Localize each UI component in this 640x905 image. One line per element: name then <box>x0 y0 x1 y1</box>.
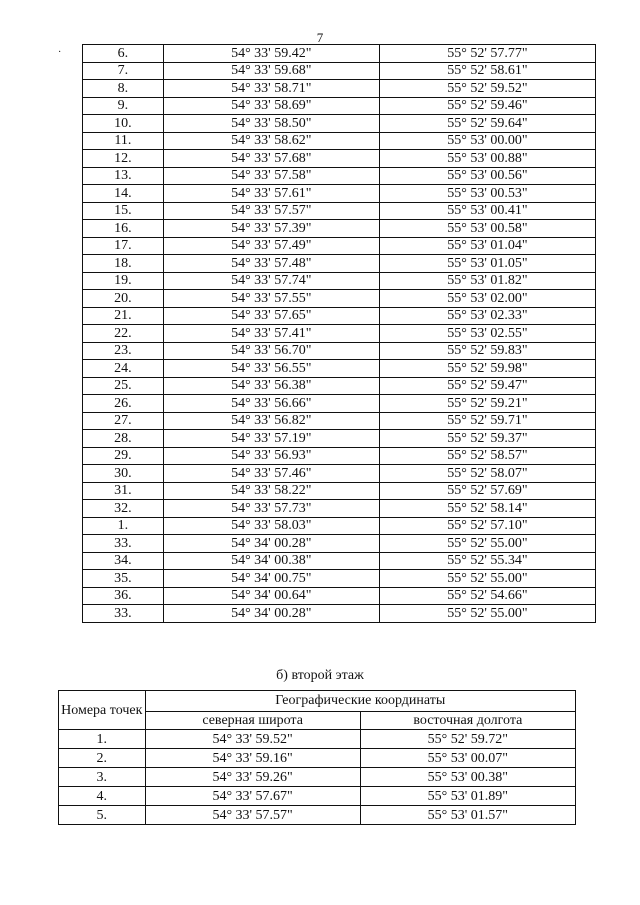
latitude-cell: 54° 33' 57.73" <box>163 500 379 518</box>
longitude-cell: 55° 53' 00.53" <box>379 185 595 203</box>
longitude-cell: 55° 52' 59.47" <box>379 377 595 395</box>
longitude-cell: 55° 52' 59.64" <box>379 115 595 133</box>
latitude-cell: 54° 34' 00.64" <box>163 587 379 605</box>
point-number-cell: 4. <box>59 787 146 806</box>
table-row <box>83 150 596 168</box>
longitude-cell: 55° 52' 59.98" <box>379 360 595 378</box>
stage2-table-header <box>59 691 576 730</box>
latitude-cell: 54° 33' 57.65" <box>163 307 379 325</box>
point-number-cell: 8. <box>83 80 164 98</box>
longitude-cell: 55° 53' 00.07" <box>360 749 575 768</box>
point-number-cell: 10. <box>83 115 164 133</box>
table-row <box>59 806 576 825</box>
longitude-cell: 55° 52' 59.46" <box>379 97 595 115</box>
point-number-cell: 15. <box>83 202 164 220</box>
longitude-cell: 55° 53' 00.38" <box>360 768 575 787</box>
table-row <box>83 377 596 395</box>
latitude-cell: 54° 33' 57.55" <box>163 290 379 308</box>
table-row <box>59 749 576 768</box>
header-row <box>59 691 576 712</box>
table-row <box>83 185 596 203</box>
table-row <box>83 97 596 115</box>
latitude-cell: 54° 33' 58.22" <box>163 482 379 500</box>
longitude-cell: 55° 53' 01.04" <box>379 237 595 255</box>
latitude-cell: 54° 33' 57.74" <box>163 272 379 290</box>
latitude-cell: 54° 33' 57.57" <box>163 202 379 220</box>
longitude-cell: 55° 52' 59.52" <box>379 80 595 98</box>
point-number-cell: 28. <box>83 430 164 448</box>
point-number-cell: 6. <box>83 45 164 63</box>
point-number-cell: 1. <box>59 730 146 749</box>
table-row <box>83 517 596 535</box>
table-row <box>83 237 596 255</box>
latitude-cell: 54° 33' 57.57" <box>145 806 360 825</box>
longitude-cell: 55° 52' 57.69" <box>379 482 595 500</box>
longitude-cell: 55° 52' 59.71" <box>379 412 595 430</box>
table-row <box>83 552 596 570</box>
point-number-cell: 29. <box>83 447 164 465</box>
latitude-cell: 54° 34' 00.28" <box>163 605 379 623</box>
point-number-cell: 33. <box>83 535 164 553</box>
table-row <box>83 360 596 378</box>
point-number-cell: 25. <box>83 377 164 395</box>
point-number-cell: 30. <box>83 465 164 483</box>
longitude-cell: 55° 52' 58.57" <box>379 447 595 465</box>
table-row <box>83 80 596 98</box>
point-number-cell: 9. <box>83 97 164 115</box>
longitude-cell: 55° 53' 01.82" <box>379 272 595 290</box>
latitude-cell: 54° 33' 56.66" <box>163 395 379 413</box>
table-row <box>83 412 596 430</box>
point-number-cell: 18. <box>83 255 164 273</box>
longitude-cell: 55° 53' 01.05" <box>379 255 595 273</box>
table-row <box>83 535 596 553</box>
latitude-cell: 54° 33' 58.62" <box>163 132 379 150</box>
point-number-cell: 32. <box>83 500 164 518</box>
latitude-cell: 54° 33' 56.38" <box>163 377 379 395</box>
longitude-cell: 55° 53' 00.00" <box>379 132 595 150</box>
point-number-cell: 20. <box>83 290 164 308</box>
table-row <box>59 730 576 749</box>
latitude-cell: 54° 33' 57.19" <box>163 430 379 448</box>
table-row <box>83 430 596 448</box>
longitude-cell: 55° 53' 01.89" <box>360 787 575 806</box>
latitude-cell: 54° 33' 59.52" <box>145 730 360 749</box>
longitude-cell: 55° 52' 55.34" <box>379 552 595 570</box>
longitude-cell: 55° 52' 54.66" <box>379 587 595 605</box>
longitude-cell: 55° 53' 02.00" <box>379 290 595 308</box>
longitude-cell: 55° 53' 01.57" <box>360 806 575 825</box>
latitude-cell: 54° 33' 57.58" <box>163 167 379 185</box>
latitude-cell: 54° 33' 59.16" <box>145 749 360 768</box>
point-number-cell: 3. <box>59 768 146 787</box>
point-number-cell: 1. <box>83 517 164 535</box>
longitude-cell: 55° 52' 58.07" <box>379 465 595 483</box>
table-row <box>59 768 576 787</box>
latitude-cell: 54° 33' 58.03" <box>163 517 379 535</box>
longitude-cell: 55° 52' 58.61" <box>379 62 595 80</box>
table-row <box>83 132 596 150</box>
table-row <box>83 570 596 588</box>
latitude-cell: 54° 33' 57.61" <box>163 185 379 203</box>
table-row <box>83 342 596 360</box>
table-row <box>83 290 596 308</box>
latitude-cell: 54° 33' 57.48" <box>163 255 379 273</box>
point-number-cell: 26. <box>83 395 164 413</box>
point-number-cell: 16. <box>83 220 164 238</box>
table-row <box>83 605 596 623</box>
longitude-cell: 55° 53' 02.33" <box>379 307 595 325</box>
point-number-cell: 24. <box>83 360 164 378</box>
stage2-table-body <box>59 730 576 825</box>
point-number-cell: 13. <box>83 167 164 185</box>
latitude-cell: 54° 33' 57.49" <box>163 237 379 255</box>
table-row <box>83 115 596 133</box>
longitude-cell: 55° 52' 57.10" <box>379 517 595 535</box>
header-east-longitude: восточная долгота <box>360 711 575 729</box>
longitude-cell: 55° 52' 59.37" <box>379 430 595 448</box>
latitude-cell: 54° 33' 57.68" <box>163 150 379 168</box>
point-number-cell: 2. <box>59 749 146 768</box>
longitude-cell: 55° 53' 00.88" <box>379 150 595 168</box>
latitude-cell: 54° 33' 58.50" <box>163 115 379 133</box>
point-number-cell: 5. <box>59 806 146 825</box>
longitude-cell: 55° 53' 00.41" <box>379 202 595 220</box>
longitude-cell: 55° 52' 59.72" <box>360 730 575 749</box>
point-number-cell: 22. <box>83 325 164 343</box>
table-row <box>83 307 596 325</box>
table-row <box>83 45 596 63</box>
table-row <box>83 587 596 605</box>
table-row <box>83 325 596 343</box>
table-row <box>83 167 596 185</box>
table-row <box>83 255 596 273</box>
point-number-cell: 19. <box>83 272 164 290</box>
point-number-cell: 7. <box>83 62 164 80</box>
table-row <box>83 395 596 413</box>
scan-dot: · <box>58 47 62 58</box>
point-number-cell: 11. <box>83 132 164 150</box>
point-number-cell: 36. <box>83 587 164 605</box>
point-number-cell: 35. <box>83 570 164 588</box>
latitude-cell: 54° 33' 56.55" <box>163 360 379 378</box>
latitude-cell: 54° 33' 56.70" <box>163 342 379 360</box>
latitude-cell: 54° 34' 00.75" <box>163 570 379 588</box>
coordinates-table-body <box>83 45 596 623</box>
point-number-cell: 21. <box>83 307 164 325</box>
coordinates-table-stage2 <box>58 690 576 825</box>
section-title-stage2: б) второй этаж <box>276 668 364 683</box>
latitude-cell: 54° 33' 58.69" <box>163 97 379 115</box>
longitude-cell: 55° 53' 00.58" <box>379 220 595 238</box>
latitude-cell: 54° 33' 59.68" <box>163 62 379 80</box>
longitude-cell: 55° 52' 59.83" <box>379 342 595 360</box>
longitude-cell: 55° 53' 02.55" <box>379 325 595 343</box>
point-number-cell: 27. <box>83 412 164 430</box>
latitude-cell: 54° 33' 56.93" <box>163 447 379 465</box>
page-number: 7 <box>316 30 324 45</box>
point-number-cell: 17. <box>83 237 164 255</box>
point-number-cell: 12. <box>83 150 164 168</box>
header-geographic-coordinates: Географические координаты <box>145 691 575 712</box>
latitude-cell: 54° 33' 59.26" <box>145 768 360 787</box>
point-number-cell: 33. <box>83 605 164 623</box>
point-number-cell: 34. <box>83 552 164 570</box>
longitude-cell: 55° 52' 55.00" <box>379 605 595 623</box>
point-number-cell: 23. <box>83 342 164 360</box>
longitude-cell: 55° 52' 55.00" <box>379 535 595 553</box>
latitude-cell: 54° 33' 59.42" <box>163 45 379 63</box>
latitude-cell: 54° 33' 57.41" <box>163 325 379 343</box>
header-point-numbers: Номера точек <box>59 691 146 730</box>
latitude-cell: 54° 33' 58.71" <box>163 80 379 98</box>
table-row <box>83 447 596 465</box>
longitude-cell: 55° 52' 58.14" <box>379 500 595 518</box>
table-row <box>83 482 596 500</box>
latitude-cell: 54° 33' 57.67" <box>145 787 360 806</box>
coordinates-table-stage1 <box>82 44 596 623</box>
longitude-cell: 55° 53' 00.56" <box>379 167 595 185</box>
latitude-cell: 54° 33' 57.46" <box>163 465 379 483</box>
table-row <box>83 202 596 220</box>
longitude-cell: 55° 52' 57.77" <box>379 45 595 63</box>
longitude-cell: 55° 52' 55.00" <box>379 570 595 588</box>
point-number-cell: 31. <box>83 482 164 500</box>
table-row <box>83 220 596 238</box>
table-row <box>83 500 596 518</box>
header-north-latitude: северная широта <box>145 711 360 729</box>
latitude-cell: 54° 34' 00.38" <box>163 552 379 570</box>
table-row <box>59 787 576 806</box>
table-row <box>83 272 596 290</box>
latitude-cell: 54° 33' 57.39" <box>163 220 379 238</box>
latitude-cell: 54° 34' 00.28" <box>163 535 379 553</box>
table-row <box>83 62 596 80</box>
point-number-cell: 14. <box>83 185 164 203</box>
table-row <box>83 465 596 483</box>
longitude-cell: 55° 52' 59.21" <box>379 395 595 413</box>
latitude-cell: 54° 33' 56.82" <box>163 412 379 430</box>
